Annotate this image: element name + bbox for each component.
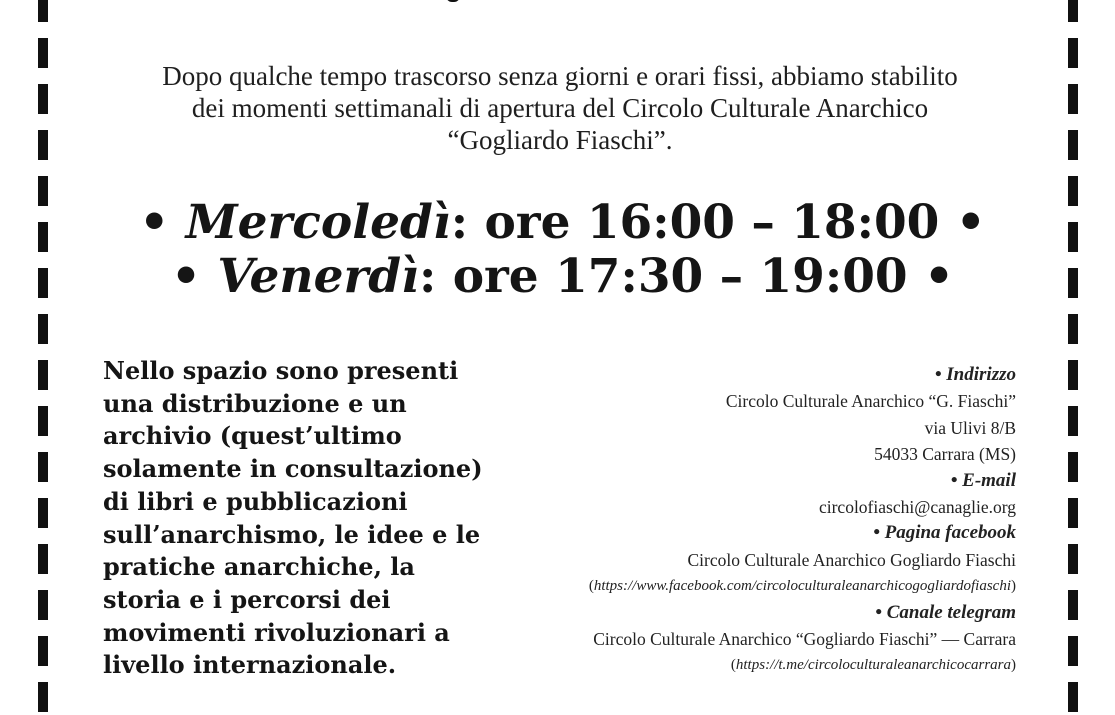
border-dash bbox=[38, 360, 48, 390]
border-dash bbox=[1068, 84, 1078, 114]
bullet: • bbox=[139, 195, 170, 250]
address-street: via Ulivi 8/B bbox=[924, 417, 1016, 438]
telegram-name: Circolo Culturale Anarchico “Gogliardo Fiaschi” — Carrara bbox=[593, 628, 1016, 649]
border-dash bbox=[1068, 498, 1078, 528]
border-dash bbox=[38, 636, 48, 666]
day-name: Venerdì bbox=[217, 249, 419, 304]
border-dash bbox=[38, 452, 48, 482]
intro-line: “Gogliardo Fiaschi”. bbox=[447, 125, 673, 155]
telegram-heading: • Canale telegram bbox=[875, 601, 1016, 623]
border-dash bbox=[38, 0, 48, 22]
border-dash bbox=[1068, 268, 1078, 298]
border-dash bbox=[1068, 176, 1078, 206]
border-dash bbox=[1068, 544, 1078, 574]
description-line: Nello spazio sono presenti bbox=[103, 356, 459, 385]
right-dashed-border bbox=[1068, 0, 1078, 715]
facebook-url-text: https://www.facebook.com/circoloculturaleanarchicogogliardofiaschi bbox=[593, 578, 1011, 595]
border-dash bbox=[38, 176, 48, 206]
description-line: livello internazionale. bbox=[103, 650, 397, 680]
border-dash bbox=[38, 130, 48, 160]
facebook-name: Circolo Culturale Anarchico Gogliardo Fiaschi bbox=[687, 549, 1016, 570]
border-dash bbox=[38, 544, 48, 574]
bullet: • bbox=[924, 249, 955, 304]
facebook-url: (https://www.facebook.com/circoloculturaleanarchicogogliardofiaschi) bbox=[588, 578, 1016, 595]
border-dash bbox=[1068, 130, 1078, 160]
border-dash bbox=[38, 38, 48, 68]
border-dash bbox=[1068, 590, 1078, 620]
border-dash bbox=[1068, 38, 1078, 68]
address-name: Circolo Culturale Anarchico “G. Fiaschi” bbox=[725, 391, 1016, 412]
telegram-url: (https://t.me/circoloculturaleanarchicocarrara) bbox=[730, 657, 1016, 674]
intro-line: Dopo qualche tempo trascorso senza giorni e orari fissi, abbiamo stabilito bbox=[162, 61, 958, 91]
border-dash bbox=[1068, 452, 1078, 482]
hours-friday bbox=[60, 249, 1065, 305]
description-line: archivio (quest’ultimo bbox=[103, 421, 402, 451]
address-heading: • Indirizzo bbox=[934, 364, 1016, 385]
bullet: • bbox=[955, 195, 986, 250]
email-heading: • E-mail bbox=[950, 469, 1016, 491]
hours-wednesday bbox=[60, 195, 1065, 251]
border-dash bbox=[38, 590, 48, 620]
contacts-block bbox=[416, 362, 1016, 679]
border-dash bbox=[38, 268, 48, 298]
border-dash bbox=[1068, 636, 1078, 666]
description-line: movimenti rivoluzionari a bbox=[103, 617, 450, 647]
description-line: storia e i percorsi dei bbox=[103, 584, 391, 614]
intro-line: dei momenti settimanali di apertura del Circolo Culturale Anarchico bbox=[191, 93, 929, 123]
email-address: circolofiaschi@canaglie.org bbox=[818, 496, 1016, 517]
border-dash bbox=[1068, 314, 1078, 344]
border-dash bbox=[38, 84, 48, 114]
facebook-heading: • Pagina facebook bbox=[873, 522, 1016, 544]
border-dash bbox=[1068, 360, 1078, 390]
time-range: : ore 16:00 – 18:00 bbox=[450, 195, 940, 250]
border-dash bbox=[1068, 682, 1078, 712]
description-line: di libri e pubblicazioni bbox=[103, 486, 408, 516]
left-dashed-border bbox=[38, 0, 48, 715]
description-line: sull’anarchismo, le idee e le bbox=[103, 519, 481, 549]
border-dash bbox=[1068, 406, 1078, 436]
description-line: una distribuzione e un bbox=[103, 388, 407, 418]
description-line: pratiche anarchiche, la bbox=[103, 552, 415, 582]
bullet: • bbox=[170, 249, 201, 304]
border-dash bbox=[38, 314, 48, 344]
border-dash bbox=[1068, 0, 1078, 22]
border-dash bbox=[1068, 222, 1078, 252]
border-dash bbox=[38, 498, 48, 528]
day-name: Mercoledì bbox=[185, 195, 451, 250]
border-dash bbox=[38, 406, 48, 436]
cropped-title-fragment bbox=[440, 0, 480, 12]
border-dash bbox=[38, 222, 48, 252]
telegram-url-text: https://t.me/circoloculturaleanarchicocarrara bbox=[735, 657, 1011, 674]
border-dash bbox=[38, 682, 48, 712]
description-line: solamente in consultazione) bbox=[103, 454, 483, 484]
time-range: : ore 17:30 – 19:00 bbox=[418, 249, 908, 304]
intro-paragraph bbox=[95, 60, 1025, 156]
address-city: 54033 Carrara (MS) bbox=[874, 444, 1016, 465]
